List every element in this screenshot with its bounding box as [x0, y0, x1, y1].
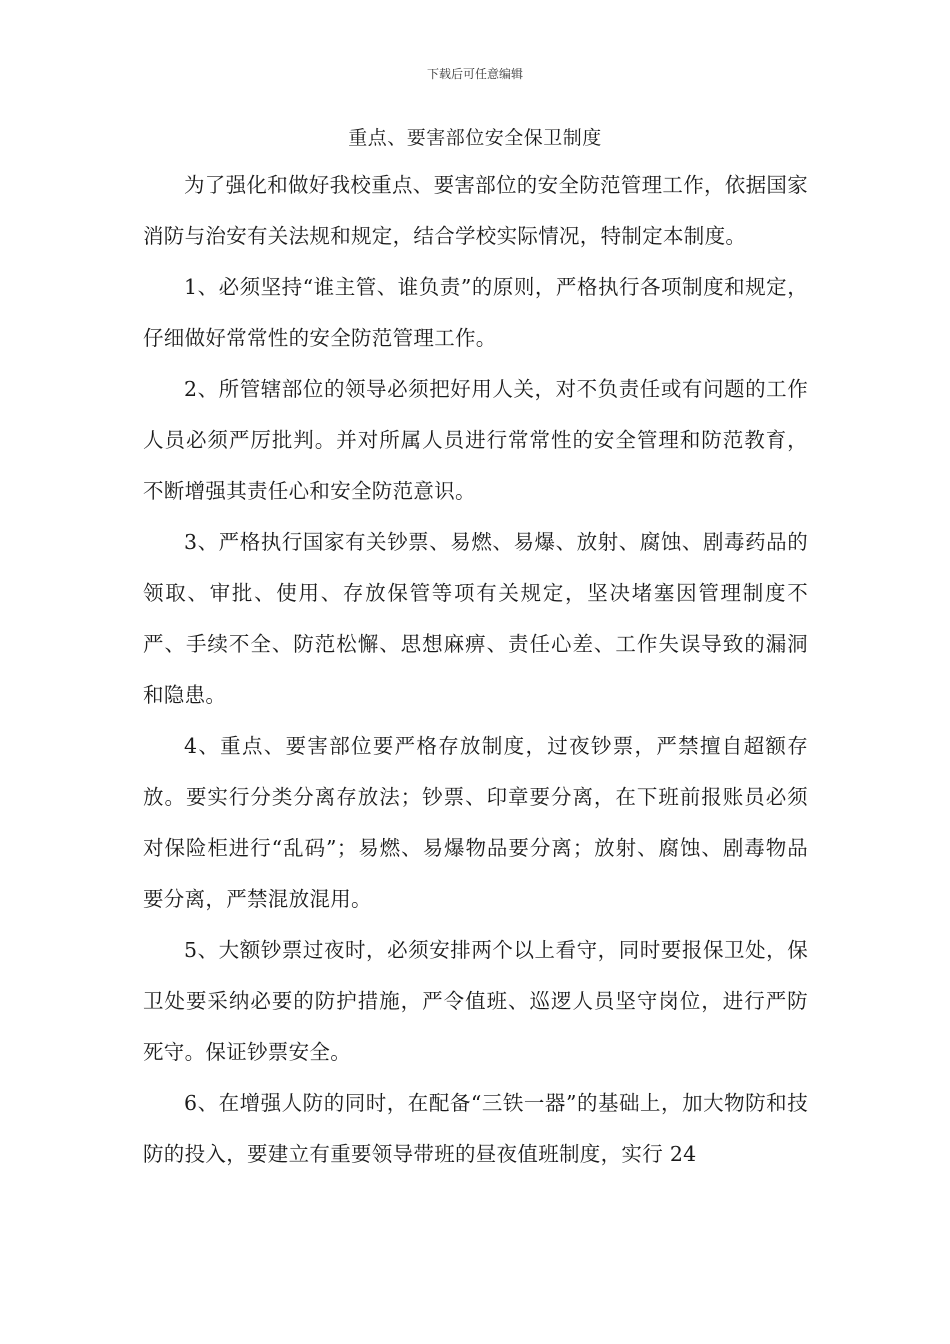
document-body — [143, 160, 808, 1180]
paragraph-rule-1: 1、必须坚持“谁主管、谁负责”的原则，严格执行各项制度和规定，仔细做好常常性的安全防范管理工作。 — [143, 275, 808, 350]
paragraph-rule-4: 4、重点、要害部位要严格存放制度，过夜钞票，严禁擅自超额存放。要实行分类分离存放法；钞票、印章要分离，在下班前报账员必须对保险柜进行“乱码”；易燃、易爆物品要分离；放射、腐蚀、剧毒物品要分离，严禁混放混用。 — [143, 734, 808, 911]
paragraph-intro: 为了强化和做好我校重点、要害部位的安全防范管理工作，依据国家消防与治安有关法规和规定，结合学校实际情况，特制定本制度。 — [143, 173, 808, 248]
document-title: 重点、要害部位安全保卫制度 — [348, 127, 602, 149]
paragraph-rule-2: 2、所管辖部位的领导必须把好用人关，对不负责任或有问题的工作人员必须严厉批判。并对所属人员进行常常性的安全管理和防范教育，不断增强其责任心和安全防范意识。 — [143, 377, 808, 503]
paragraph-rule-6: 6、在增强人防的同时，在配备“三铁一器”的基础上，加大物防和技防的投入，要建立有重要领导带班的昼夜值班制度，实行 24 — [143, 1091, 808, 1166]
header-note: 下载后可任意编辑 — [426, 67, 523, 81]
paragraph-rule-5: 5、大额钞票过夜时，必须安排两个以上看守，同时要报保卫处，保卫处要采纳必要的防护措施，严令值班、巡逻人员坚守岗位，进行严防死守。保证钞票安全。 — [143, 938, 808, 1064]
paragraph-rule-3: 3、严格执行国家有关钞票、易燃、易爆、放射、腐蚀、剧毒药品的领取、审批、使用、存放保管等项有关规定，坚决堵塞因管理制度不严、手续不全、防范松懈、思想麻痹、责任心差、工作失误导致的漏洞和隐患。 — [143, 530, 808, 707]
